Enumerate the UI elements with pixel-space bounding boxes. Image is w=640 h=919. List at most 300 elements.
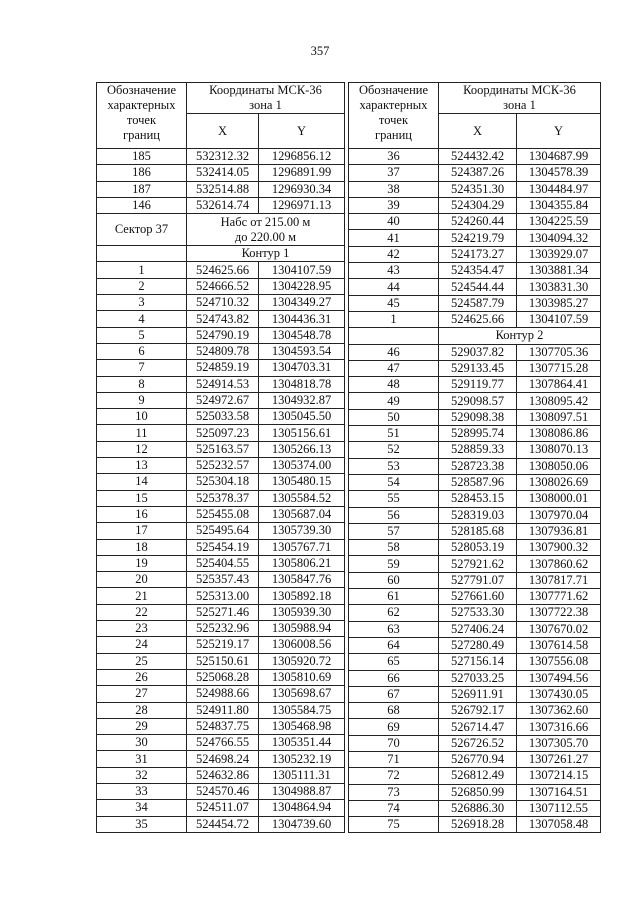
point-id-cell: 187 xyxy=(97,181,187,197)
x-coordinate-cell: 524632.86 xyxy=(187,767,259,783)
y-coordinate-cell: 1305767.71 xyxy=(259,539,345,555)
point-id-cell: 75 xyxy=(349,817,439,833)
y-coordinate-cell: 1307722.38 xyxy=(517,605,601,621)
point-id-cell: 8 xyxy=(97,376,187,392)
x-coordinate-cell: 524972.67 xyxy=(187,392,259,408)
table-row xyxy=(97,262,345,278)
table-row xyxy=(97,767,345,783)
x-coordinate-cell: 529098.57 xyxy=(439,393,517,409)
x-coordinate-cell: 532614.74 xyxy=(187,197,259,213)
table-row xyxy=(349,572,601,588)
point-id-cell: 18 xyxy=(97,539,187,555)
x-coordinate-cell: 524743.82 xyxy=(187,311,259,327)
y-coordinate-cell: 1303881.34 xyxy=(517,263,601,279)
x-coordinate-cell: 524625.66 xyxy=(187,262,259,278)
x-coordinate-cell: 529037.82 xyxy=(439,344,517,360)
y-coordinate-cell: 1305698.67 xyxy=(259,686,345,702)
table-row xyxy=(349,214,601,230)
table-row xyxy=(97,800,345,816)
x-coordinate-cell: 524173.27 xyxy=(439,246,517,262)
table-row xyxy=(97,490,345,506)
table-row xyxy=(349,311,601,327)
x-coordinate-cell: 524698.24 xyxy=(187,751,259,767)
point-id-cell: 48 xyxy=(349,377,439,393)
right-coordinates-table xyxy=(348,82,601,833)
x-coordinate-cell: 527406.24 xyxy=(439,621,517,637)
y-coordinate-cell: 1307494.56 xyxy=(517,670,601,686)
point-id-cell: 32 xyxy=(97,767,187,783)
table-row xyxy=(349,784,601,800)
y-coordinate-cell: 1305111.31 xyxy=(259,767,345,783)
y-coordinate-cell: 1307164.51 xyxy=(517,784,601,800)
contour-label: Контур 2 xyxy=(439,328,601,344)
point-id-cell: 51 xyxy=(349,426,439,442)
point-id-cell: 61 xyxy=(349,589,439,605)
point-id-cell: 49 xyxy=(349,393,439,409)
x-coordinate-cell: 524710.32 xyxy=(187,295,259,311)
x-coordinate-cell: 525232.96 xyxy=(187,621,259,637)
x-coordinate-cell: 532414.05 xyxy=(187,165,259,181)
table-row xyxy=(97,278,345,294)
y-coordinate-cell: 1303831.30 xyxy=(517,279,601,295)
contour-row xyxy=(349,328,601,344)
table-row xyxy=(349,686,601,702)
table-row xyxy=(97,376,345,392)
table-row xyxy=(97,783,345,799)
y-coordinate-cell: 1308095.42 xyxy=(517,393,601,409)
x-column-header: X xyxy=(187,114,259,149)
point-id-cell: 1 xyxy=(349,311,439,327)
point-id-cell: 19 xyxy=(97,555,187,571)
y-coordinate-cell: 1305351.44 xyxy=(259,735,345,751)
x-coordinate-cell: 524351.30 xyxy=(439,181,517,197)
point-id-cell: 45 xyxy=(349,295,439,311)
table-row xyxy=(97,669,345,685)
table-row xyxy=(97,604,345,620)
point-id-cell: 59 xyxy=(349,556,439,572)
table-row xyxy=(349,621,601,637)
table-row xyxy=(349,800,601,816)
y-coordinate-cell: 1307556.08 xyxy=(517,654,601,670)
point-id-cell: 37 xyxy=(349,165,439,181)
x-coordinate-cell: 525150.61 xyxy=(187,653,259,669)
y-coordinate-cell: 1307715.28 xyxy=(517,360,601,376)
point-id-cell: 67 xyxy=(349,686,439,702)
table-row xyxy=(97,621,345,637)
y-coordinate-cell: 1304436.31 xyxy=(259,311,345,327)
table-row xyxy=(349,263,601,279)
y-coordinate-cell: 1304932.87 xyxy=(259,392,345,408)
y-coordinate-cell: 1307214.15 xyxy=(517,768,601,784)
y-coordinate-cell: 1305806.21 xyxy=(259,555,345,571)
y-coordinate-cell: 1304107.59 xyxy=(259,262,345,278)
coordinates-header: Координаты МСК-36 зона 1 xyxy=(187,83,345,114)
table-row xyxy=(349,491,601,507)
point-id-cell: 13 xyxy=(97,458,187,474)
point-id-cell: 62 xyxy=(349,605,439,621)
y-coordinate-cell: 1307670.02 xyxy=(517,621,601,637)
y-coordinate-cell: 1307112.55 xyxy=(517,800,601,816)
y-coordinate-cell: 1307817.71 xyxy=(517,572,601,588)
x-coordinate-cell: 524911.80 xyxy=(187,702,259,718)
x-coordinate-cell: 525219.17 xyxy=(187,637,259,653)
table-row xyxy=(349,751,601,767)
point-id-cell: 63 xyxy=(349,621,439,637)
table-row xyxy=(349,670,601,686)
point-id-cell: 44 xyxy=(349,279,439,295)
table-row xyxy=(349,393,601,409)
contour-row xyxy=(97,246,345,262)
point-id-cell: 53 xyxy=(349,458,439,474)
table-row xyxy=(349,817,601,833)
point-id-cell: 68 xyxy=(349,703,439,719)
table-row xyxy=(97,165,345,181)
y-coordinate-cell: 1304225.59 xyxy=(517,214,601,230)
table-row xyxy=(97,686,345,702)
x-coordinate-cell: 525232.57 xyxy=(187,458,259,474)
y-coordinate-cell: 1305584.52 xyxy=(259,490,345,506)
y-column-header: Y xyxy=(259,114,345,149)
x-coordinate-cell: 525097.23 xyxy=(187,425,259,441)
x-coordinate-cell: 524432.42 xyxy=(439,149,517,165)
point-id-cell: 42 xyxy=(349,246,439,262)
table-row xyxy=(97,327,345,343)
point-id-cell: 185 xyxy=(97,149,187,165)
y-coordinate-cell: 1304593.54 xyxy=(259,343,345,359)
table-row xyxy=(349,507,601,523)
y-coordinate-cell: 1308026.69 xyxy=(517,474,601,490)
point-id-cell: 29 xyxy=(97,718,187,734)
y-coordinate-cell: 1305374.00 xyxy=(259,458,345,474)
y-coordinate-cell: 1308097.51 xyxy=(517,409,601,425)
x-coordinate-cell: 527033.25 xyxy=(439,670,517,686)
x-coordinate-cell: 526714.47 xyxy=(439,719,517,735)
contour-id-empty-cell xyxy=(349,328,439,344)
table-row xyxy=(97,735,345,751)
table-row xyxy=(349,149,601,165)
table-row xyxy=(97,474,345,490)
sector-height-note xyxy=(187,214,345,246)
y-coordinate-cell: 1304484.97 xyxy=(517,181,601,197)
x-coordinate-cell: 525304.18 xyxy=(187,474,259,490)
table-row xyxy=(349,344,601,360)
x-coordinate-cell: 524454.72 xyxy=(187,816,259,832)
x-coordinate-cell: 524544.44 xyxy=(439,279,517,295)
x-coordinate-cell: 526726.52 xyxy=(439,735,517,751)
y-coordinate-cell: 1307864.41 xyxy=(517,377,601,393)
x-coordinate-cell: 526812.49 xyxy=(439,768,517,784)
y-coordinate-cell: 1307936.81 xyxy=(517,523,601,539)
point-id-cell: 55 xyxy=(349,491,439,507)
y-coordinate-cell: 1305920.72 xyxy=(259,653,345,669)
table-row xyxy=(349,409,601,425)
y-coordinate-cell: 1307058.48 xyxy=(517,817,601,833)
y-coordinate-cell: 1305266.13 xyxy=(259,441,345,457)
point-id-cell: 17 xyxy=(97,523,187,539)
y-coordinate-cell: 1304818.78 xyxy=(259,376,345,392)
point-id-cell: 50 xyxy=(349,409,439,425)
y-coordinate-cell: 1308070.13 xyxy=(517,442,601,458)
x-coordinate-cell: 527921.62 xyxy=(439,556,517,572)
table-row xyxy=(349,360,601,376)
table-row xyxy=(97,572,345,588)
point-id-cell: 20 xyxy=(97,572,187,588)
table-row xyxy=(349,442,601,458)
x-coordinate-cell: 525454.19 xyxy=(187,539,259,555)
table-row xyxy=(97,409,345,425)
point-label-header: Обозначение характерных точек границ xyxy=(97,83,187,149)
y-coordinate-cell: 1305480.15 xyxy=(259,474,345,490)
y-coordinate-cell: 1305847.76 xyxy=(259,572,345,588)
x-coordinate-cell: 524387.26 xyxy=(439,165,517,181)
x-coordinate-cell: 532514.88 xyxy=(187,181,259,197)
contour-label: Контур 1 xyxy=(187,246,345,262)
x-coordinate-cell: 524790.19 xyxy=(187,327,259,343)
point-id-cell: 146 xyxy=(97,197,187,213)
table-row xyxy=(97,181,345,197)
x-coordinate-cell: 524837.75 xyxy=(187,718,259,734)
table-row xyxy=(349,540,601,556)
table-row xyxy=(97,523,345,539)
point-id-cell: 186 xyxy=(97,165,187,181)
point-id-cell: 34 xyxy=(97,800,187,816)
table-row xyxy=(349,719,601,735)
y-coordinate-cell: 1305892.18 xyxy=(259,588,345,604)
point-id-cell: 10 xyxy=(97,409,187,425)
x-coordinate-cell: 524666.52 xyxy=(187,278,259,294)
y-coordinate-cell: 1307430.05 xyxy=(517,686,601,702)
y-coordinate-cell: 1307362.60 xyxy=(517,703,601,719)
table-row xyxy=(349,377,601,393)
point-id-cell: 58 xyxy=(349,540,439,556)
point-id-cell: 52 xyxy=(349,442,439,458)
table-row xyxy=(97,506,345,522)
point-id-cell: 60 xyxy=(349,572,439,588)
point-id-cell: 70 xyxy=(349,735,439,751)
point-id-cell: 74 xyxy=(349,800,439,816)
y-coordinate-cell: 1304739.60 xyxy=(259,816,345,832)
y-coordinate-cell: 1304548.78 xyxy=(259,327,345,343)
y-column-header: Y xyxy=(517,114,601,149)
sector-note-line: Набс от 215.00 м xyxy=(220,214,311,229)
point-id-cell: 16 xyxy=(97,506,187,522)
table-row xyxy=(349,279,601,295)
table-row xyxy=(349,654,601,670)
table-row xyxy=(349,605,601,621)
point-id-cell: 15 xyxy=(97,490,187,506)
y-coordinate-cell: 1304228.95 xyxy=(259,278,345,294)
x-coordinate-cell: 525313.00 xyxy=(187,588,259,604)
contour-id-empty-cell xyxy=(97,246,187,262)
x-coordinate-cell: 532312.32 xyxy=(187,149,259,165)
y-coordinate-cell: 1305988.94 xyxy=(259,621,345,637)
point-id-cell: 35 xyxy=(97,816,187,832)
x-coordinate-cell: 525068.28 xyxy=(187,669,259,685)
y-coordinate-cell: 1307900.32 xyxy=(517,540,601,556)
table-row xyxy=(97,149,345,165)
x-coordinate-cell: 529098.38 xyxy=(439,409,517,425)
x-coordinate-cell: 528995.74 xyxy=(439,426,517,442)
x-coordinate-cell: 529119.77 xyxy=(439,377,517,393)
y-coordinate-cell: 1308000.01 xyxy=(517,491,601,507)
table-row xyxy=(349,768,601,784)
x-coordinate-cell: 527533.30 xyxy=(439,605,517,621)
y-coordinate-cell: 1304107.59 xyxy=(517,311,601,327)
table-row xyxy=(97,392,345,408)
x-coordinate-cell: 525357.43 xyxy=(187,572,259,588)
page-number: 357 xyxy=(310,44,330,58)
point-id-cell: 21 xyxy=(97,588,187,604)
table-row xyxy=(349,246,601,262)
x-coordinate-cell: 527156.14 xyxy=(439,654,517,670)
table-row xyxy=(97,425,345,441)
point-id-cell: 12 xyxy=(97,441,187,457)
table-row xyxy=(349,474,601,490)
table-row xyxy=(97,458,345,474)
point-id-cell: 9 xyxy=(97,392,187,408)
point-label-header: Обозначение характерных точек границ xyxy=(349,83,439,149)
sector-label: Сектор 37 xyxy=(97,214,187,246)
table-row xyxy=(349,295,601,311)
x-coordinate-cell: 528453.15 xyxy=(439,491,517,507)
table-row xyxy=(97,295,345,311)
table-row xyxy=(349,735,601,751)
y-coordinate-cell: 1305584.75 xyxy=(259,702,345,718)
table-row xyxy=(349,637,601,653)
y-coordinate-cell: 1307614.58 xyxy=(517,637,601,653)
table-row xyxy=(349,458,601,474)
x-coordinate-cell: 525404.55 xyxy=(187,555,259,571)
table-row xyxy=(97,653,345,669)
table-row xyxy=(97,637,345,653)
y-coordinate-cell: 1304988.87 xyxy=(259,783,345,799)
y-coordinate-cell: 1307261.27 xyxy=(517,751,601,767)
y-coordinate-cell: 1304578.39 xyxy=(517,165,601,181)
y-coordinate-cell: 1307705.36 xyxy=(517,344,601,360)
x-coordinate-cell: 524625.66 xyxy=(439,311,517,327)
point-id-cell: 11 xyxy=(97,425,187,441)
table-row xyxy=(97,197,345,213)
x-coordinate-cell: 527791.07 xyxy=(439,572,517,588)
table-row xyxy=(349,165,601,181)
x-coordinate-cell: 527661.60 xyxy=(439,589,517,605)
x-coordinate-cell: 528587.96 xyxy=(439,474,517,490)
point-id-cell: 38 xyxy=(349,181,439,197)
table-row xyxy=(97,360,345,376)
y-coordinate-cell: 1305232.19 xyxy=(259,751,345,767)
point-id-cell: 72 xyxy=(349,768,439,784)
point-id-cell: 39 xyxy=(349,197,439,213)
left-coordinates-table xyxy=(96,82,345,833)
x-coordinate-cell: 528319.03 xyxy=(439,507,517,523)
y-coordinate-cell: 1305156.61 xyxy=(259,425,345,441)
x-coordinate-cell: 524988.66 xyxy=(187,686,259,702)
table-row xyxy=(349,556,601,572)
point-id-cell: 3 xyxy=(97,295,187,311)
table-row xyxy=(97,751,345,767)
y-coordinate-cell: 1305939.30 xyxy=(259,604,345,620)
y-coordinate-cell: 1308050.06 xyxy=(517,458,601,474)
y-coordinate-cell: 1296856.12 xyxy=(259,149,345,165)
x-coordinate-cell: 525378.37 xyxy=(187,490,259,506)
y-coordinate-cell: 1305045.50 xyxy=(259,409,345,425)
point-id-cell: 56 xyxy=(349,507,439,523)
y-coordinate-cell: 1306008.56 xyxy=(259,637,345,653)
x-coordinate-cell: 526886.30 xyxy=(439,800,517,816)
y-coordinate-cell: 1303929.07 xyxy=(517,246,601,262)
sector-note-line: до 220.00 м xyxy=(234,229,297,244)
x-coordinate-cell: 527280.49 xyxy=(439,637,517,653)
point-id-cell: 27 xyxy=(97,686,187,702)
x-coordinate-cell: 528053.19 xyxy=(439,540,517,556)
y-coordinate-cell: 1296930.34 xyxy=(259,181,345,197)
x-coordinate-cell: 529133.45 xyxy=(439,360,517,376)
y-coordinate-cell: 1305687.04 xyxy=(259,506,345,522)
sector-row xyxy=(97,214,345,246)
y-coordinate-cell: 1304355.84 xyxy=(517,197,601,213)
point-id-cell: 71 xyxy=(349,751,439,767)
table-row xyxy=(97,702,345,718)
point-id-cell: 7 xyxy=(97,360,187,376)
x-coordinate-cell: 524859.19 xyxy=(187,360,259,376)
table-row xyxy=(97,816,345,832)
point-id-cell: 66 xyxy=(349,670,439,686)
y-coordinate-cell: 1304703.31 xyxy=(259,360,345,376)
point-id-cell: 26 xyxy=(97,669,187,685)
point-id-cell: 69 xyxy=(349,719,439,735)
x-coordinate-cell: 524809.78 xyxy=(187,343,259,359)
x-coordinate-cell: 524219.79 xyxy=(439,230,517,246)
x-coordinate-cell: 528859.33 xyxy=(439,442,517,458)
point-id-cell: 4 xyxy=(97,311,187,327)
y-coordinate-cell: 1304349.27 xyxy=(259,295,345,311)
table-row xyxy=(349,523,601,539)
x-coordinate-cell: 524587.79 xyxy=(439,295,517,311)
coordinates-header: Координаты МСК-36 зона 1 xyxy=(439,83,601,114)
point-id-cell: 46 xyxy=(349,344,439,360)
table-row xyxy=(97,311,345,327)
table-row xyxy=(349,181,601,197)
point-id-cell: 25 xyxy=(97,653,187,669)
point-id-cell: 5 xyxy=(97,327,187,343)
y-coordinate-cell: 1303985.27 xyxy=(517,295,601,311)
y-coordinate-cell: 1307860.62 xyxy=(517,556,601,572)
x-coordinate-cell: 526918.28 xyxy=(439,817,517,833)
x-coordinate-cell: 526792.17 xyxy=(439,703,517,719)
point-id-cell: 28 xyxy=(97,702,187,718)
y-coordinate-cell: 1304094.32 xyxy=(517,230,601,246)
y-coordinate-cell: 1304864.94 xyxy=(259,800,345,816)
table-row xyxy=(97,441,345,457)
y-coordinate-cell: 1296971.13 xyxy=(259,197,345,213)
point-id-cell: 41 xyxy=(349,230,439,246)
point-id-cell: 43 xyxy=(349,263,439,279)
x-column-header: X xyxy=(439,114,517,149)
x-coordinate-cell: 526911.91 xyxy=(439,686,517,702)
table-row xyxy=(349,230,601,246)
point-id-cell: 30 xyxy=(97,735,187,751)
x-coordinate-cell: 528723.38 xyxy=(439,458,517,474)
y-coordinate-cell: 1305739.30 xyxy=(259,523,345,539)
point-id-cell: 24 xyxy=(97,637,187,653)
x-coordinate-cell: 525455.08 xyxy=(187,506,259,522)
x-coordinate-cell: 524766.55 xyxy=(187,735,259,751)
point-id-cell: 2 xyxy=(97,278,187,294)
point-id-cell: 14 xyxy=(97,474,187,490)
point-id-cell: 40 xyxy=(349,214,439,230)
point-id-cell: 6 xyxy=(97,343,187,359)
point-id-cell: 31 xyxy=(97,751,187,767)
